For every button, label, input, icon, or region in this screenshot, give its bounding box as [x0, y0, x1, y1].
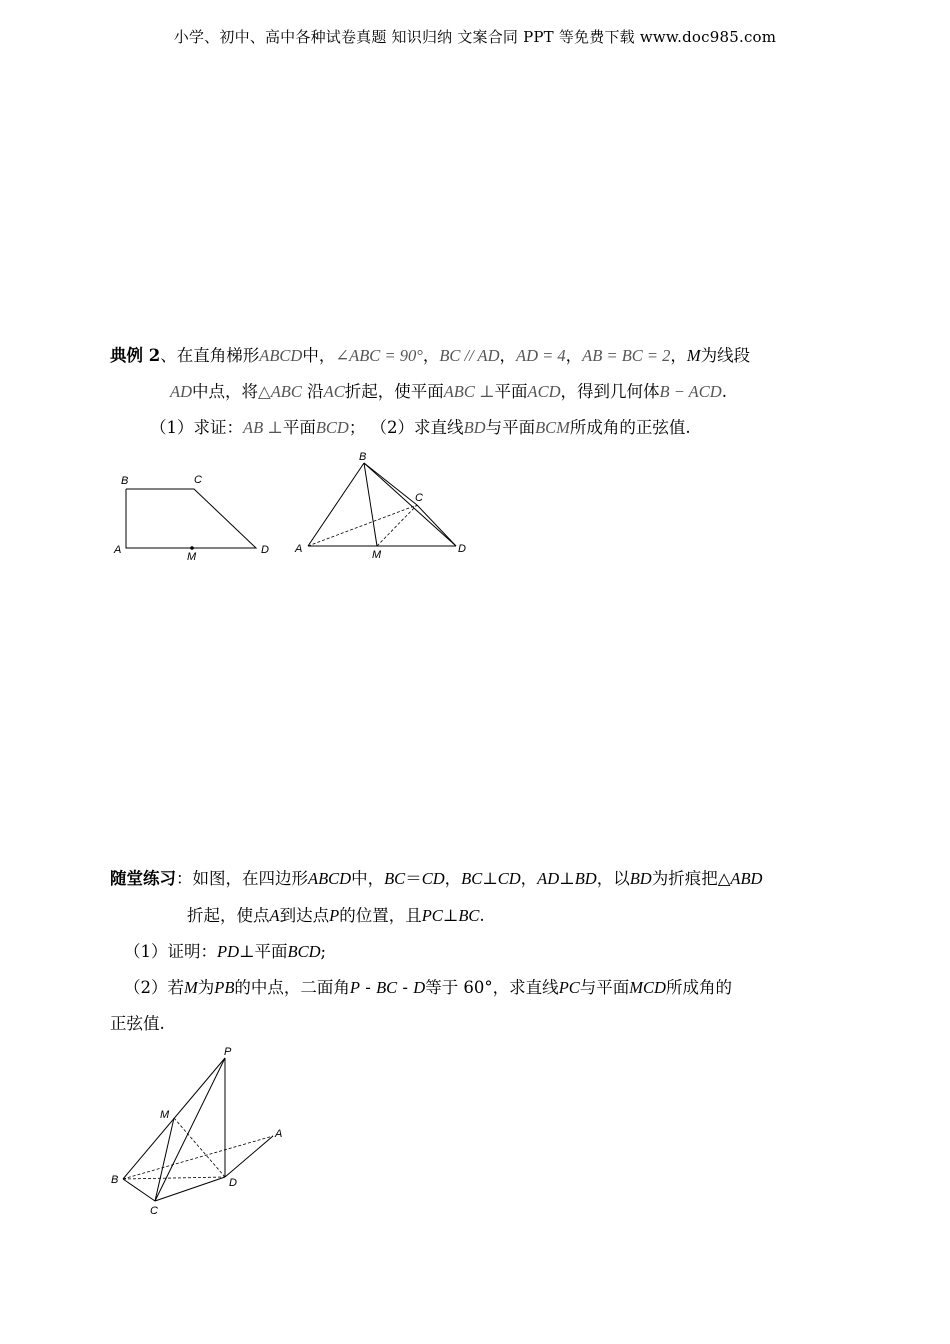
label-b: B — [121, 475, 129, 487]
tetrahedron-figure — [290, 448, 480, 563]
label-c: C — [194, 474, 202, 486]
edge-pc — [155, 1058, 225, 1201]
edge-da — [225, 1136, 273, 1177]
label-m: M — [372, 549, 382, 561]
practice-line5: 正弦值. — [110, 1014, 165, 1033]
midpoint-m-dot — [190, 546, 194, 550]
edge-ba-dashed — [123, 1136, 273, 1179]
practice-line2: 折起，使点A到达点P的位置，且PC⊥BC. — [187, 906, 485, 925]
edge-bm — [364, 463, 377, 546]
edge-ac-dashed — [308, 505, 417, 546]
edge-bd-dashed — [123, 1177, 225, 1179]
edge-bc — [364, 463, 417, 505]
example2-line3: （1）求证：AB ⊥平面BCD； （2）求直线BD与平面BCM所成角的正弦值. — [150, 418, 691, 437]
trapezoid-outline — [126, 489, 256, 548]
label-c: C — [415, 492, 423, 504]
label-d: D — [229, 1177, 237, 1189]
page-header: 小学、初中、高中各种试卷真题 知识归纳 文案合同 PPT 等免费下载 www.doc985.com — [173, 28, 777, 46]
edge-mc-dashed — [377, 505, 417, 546]
trapezoid-figure — [110, 465, 280, 565]
example2-line2: AD中点，将△ABC 沿AC折起，使平面ABC ⊥平面ACD，得到几何体B − ACD. — [170, 382, 727, 401]
label-b: B — [111, 1174, 119, 1186]
practice-line1: 随堂练习：如图，在四边形ABCD中，BC＝CD，BC⊥CD，AD⊥BD，以BD为折痕把△ABD — [110, 869, 763, 888]
label-c: C — [150, 1205, 158, 1217]
example2-title: 典例 2 — [110, 346, 161, 365]
label-m: M — [160, 1109, 170, 1121]
label-a: A — [295, 543, 303, 555]
practice-line4: （2）若M为PB的中点，二面角P - BC - D等于 60°，求直线PC与平面MCD所成角的 — [124, 978, 732, 997]
edge-bd — [364, 463, 456, 546]
practice-title: 随堂练习 — [110, 869, 176, 888]
label-a: A — [275, 1128, 283, 1140]
label-m: M — [187, 551, 197, 563]
label-d: D — [261, 544, 269, 556]
example2-line1: 典例 2、在直角梯形ABCD中，∠ABC = 90°，BC // AD，AD = 4，AB = BC = 2，M为线段 — [110, 346, 751, 365]
edge-bc — [123, 1179, 155, 1201]
edge-cd — [417, 505, 456, 546]
label-a: A — [114, 544, 122, 556]
practice-line3: （1）证明：PD⊥平面BCD; — [124, 942, 327, 961]
label-b: B — [359, 451, 367, 463]
label-p: P — [224, 1046, 232, 1058]
pyramid-figure — [105, 1040, 305, 1220]
edge-ba — [308, 463, 364, 546]
label-d: D — [458, 543, 466, 555]
